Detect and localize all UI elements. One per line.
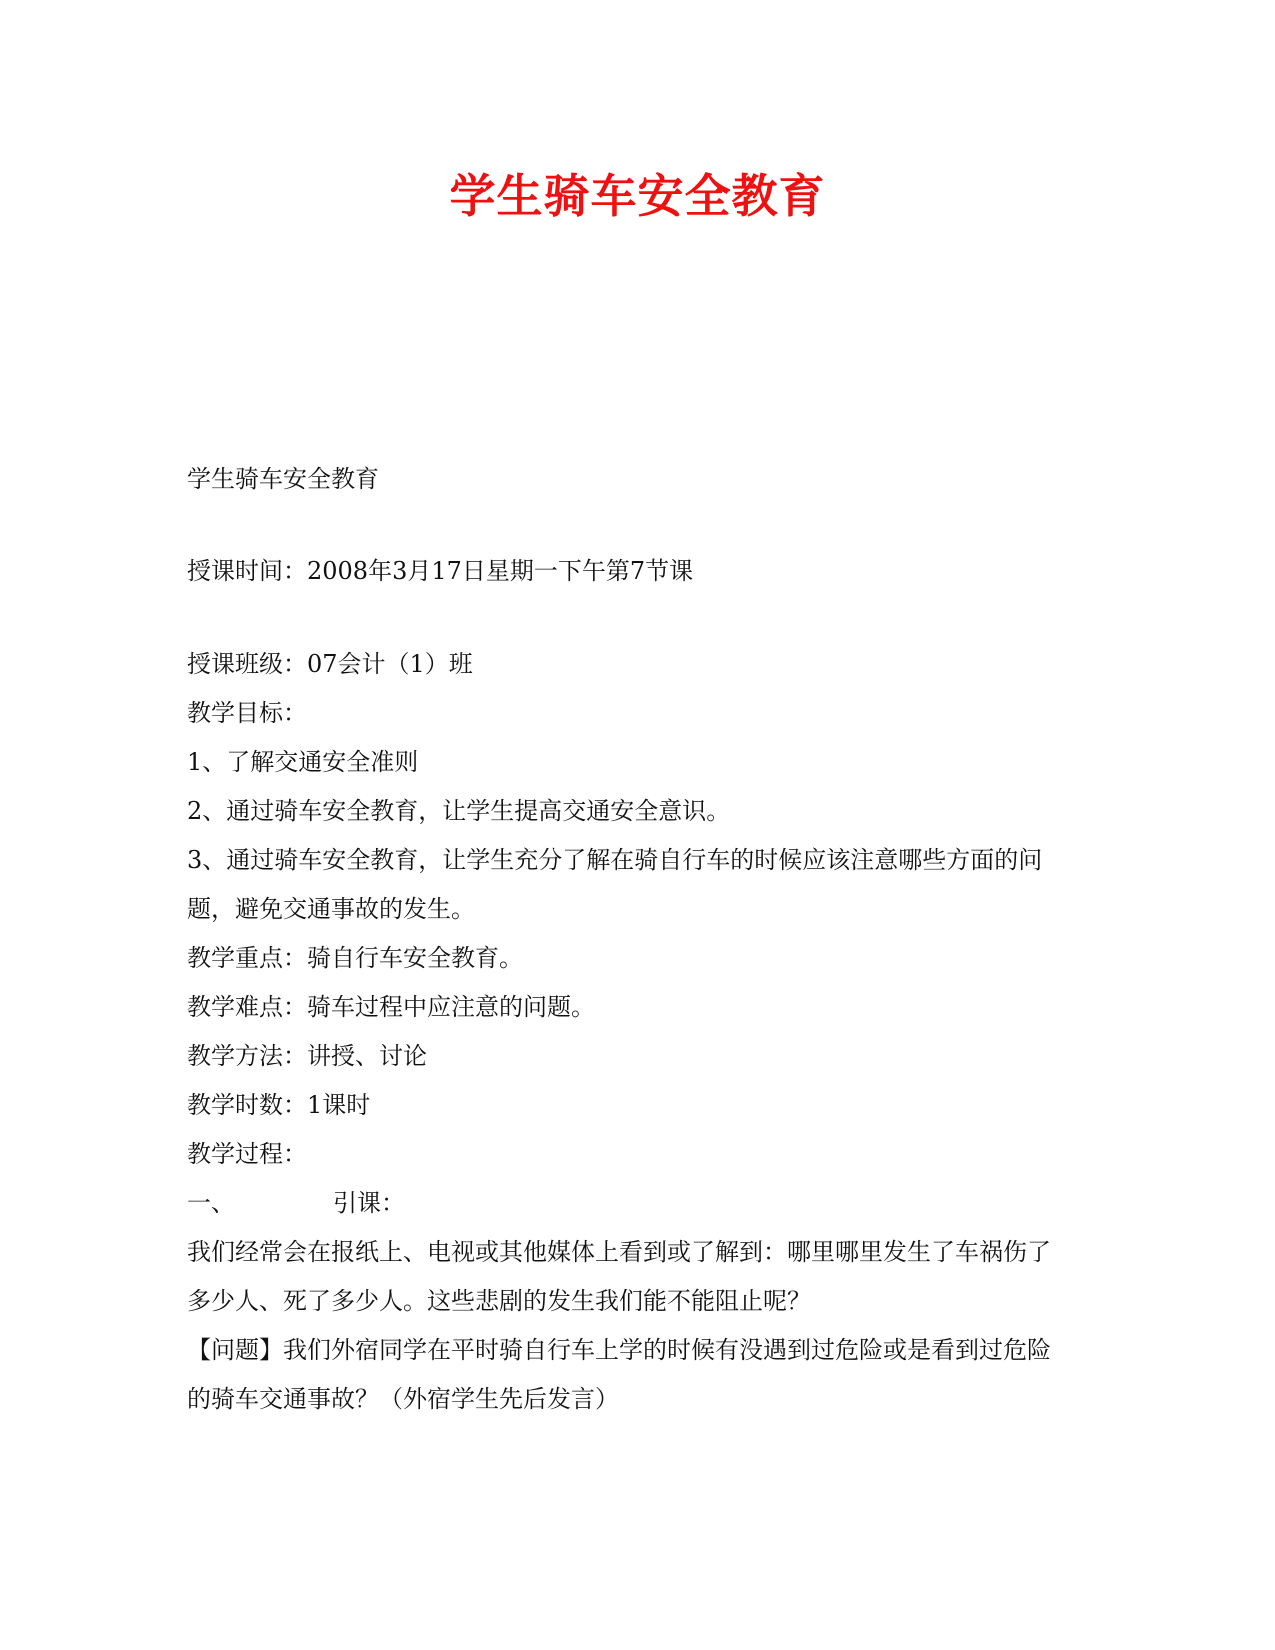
teaching-method: 教学方法：讲授、讨论 (187, 1042, 427, 1070)
intro-line-2: 多少人、死了多少人。这些悲剧的发生我们能不能阻止呢？ (187, 1287, 811, 1315)
lesson-class: 授课班级：07会计（1）班 (187, 650, 473, 678)
intro-line-1: 我们经常会在报纸上、电视或其他媒体上看到或了解到：哪里哪里发生了车祸伤了 (187, 1238, 1051, 1266)
section-1-number: 一、 (187, 1189, 235, 1217)
lesson-time: 授课时间：2008年3月17日星期一下午第7节课 (187, 557, 694, 585)
page-title: 学生骑车安全教育 (449, 169, 826, 223)
section-1-label: 引课： (333, 1189, 405, 1217)
key-point: 教学重点：骑自行车安全教育。 (187, 944, 523, 972)
process-heading: 教学过程： (187, 1140, 307, 1168)
objective-item-2: 2、通过骑车安全教育，让学生提高交通安全意识。 (187, 797, 731, 825)
lesson-info-block (187, 640, 1087, 1424)
objectives-heading: 教学目标： (187, 699, 307, 727)
objective-item-3-line-1: 3、通过骑车安全教育，让学生充分了解在骑自行车的时候应该注意哪些方面的问 (187, 846, 1043, 874)
section-1-heading (187, 1179, 1087, 1228)
objective-item-1: 1、了解交通安全准则 (187, 748, 419, 776)
teaching-difficulty: 教学难点：骑车过程中应注意的问题。 (187, 993, 595, 1021)
question-line-2: 的骑车交通事故？（外宿学生先后发言） (187, 1385, 619, 1413)
document-subtitle: 学生骑车安全教育 (187, 465, 379, 493)
objective-item-3-line-2: 题，避免交通事故的发生。 (187, 895, 475, 923)
teaching-hours: 教学时数：1课时 (187, 1091, 371, 1119)
question-line-1: 【问题】我们外宿同学在平时骑自行车上学的时候有没遇到过危险或是看到过危险 (187, 1336, 1051, 1364)
